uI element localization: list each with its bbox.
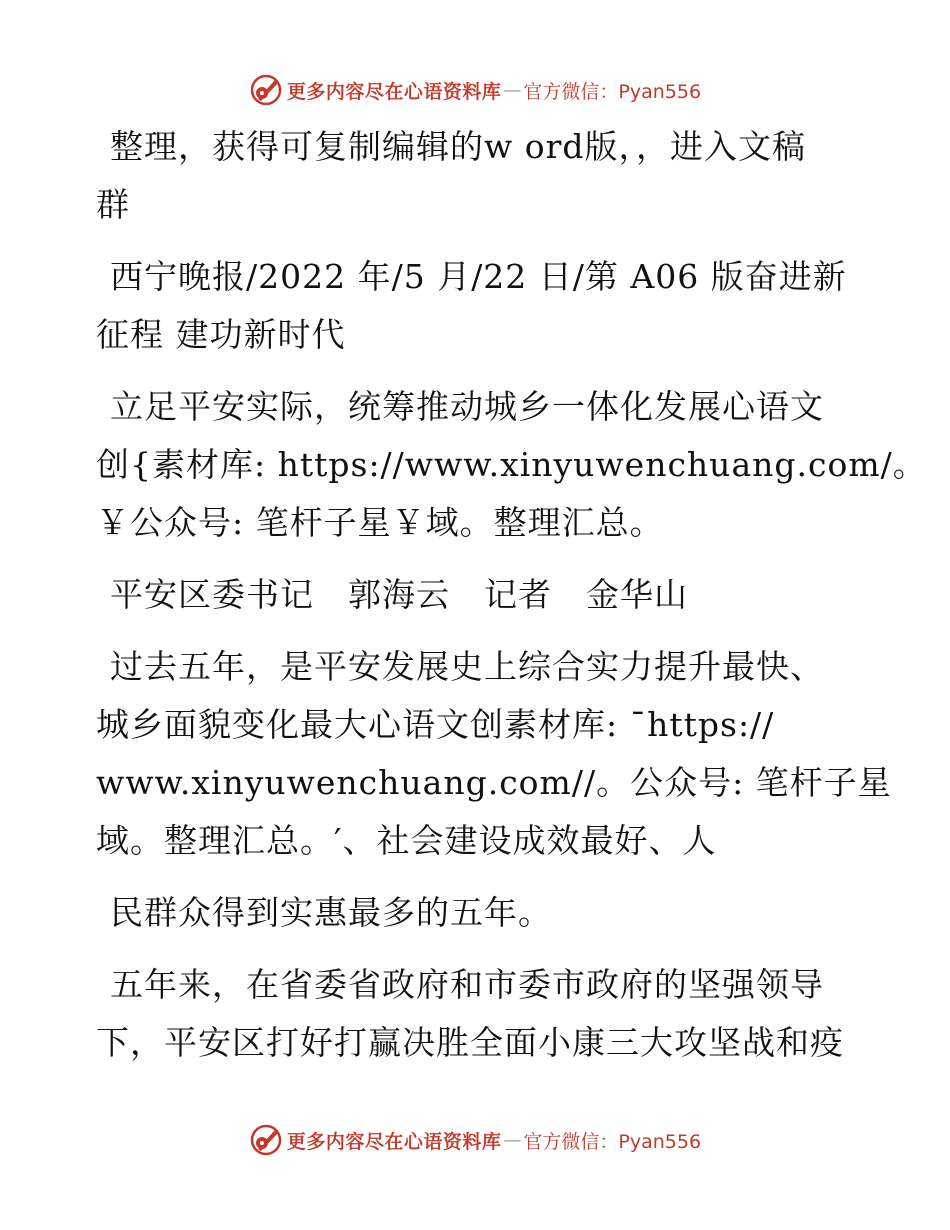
- paragraph-headline: [96, 378, 927, 552]
- text-line: ￥公众号: 笔杆子星￥域。整理汇总。: [96, 503, 664, 542]
- text-line: 征程 建功新时代: [96, 315, 346, 354]
- text-line: 过去五年，是平安发展史上综合实力提升最快、: [110, 647, 824, 686]
- text-line: 立足平安实际，统筹推动城乡一体化发展心语文: [110, 387, 824, 426]
- text-line: 城乡面貌变化最大心语文创素材库: ¯https://: [96, 705, 775, 744]
- footer-watermark: [0, 1120, 950, 1160]
- paragraph-byline: [96, 566, 856, 624]
- text-line: 域。整理汇总。′、社会建设成效最好、人: [96, 821, 717, 860]
- text-line: 群: [96, 185, 130, 224]
- watermark-dash: —: [503, 79, 522, 101]
- paragraph-source: [96, 248, 856, 364]
- watermark-brand-text: 更多内容尽在心语资料库: [286, 1130, 502, 1153]
- text-line: www.xinyuwenchuang.com//。公众号: 笔杆子星: [96, 763, 892, 802]
- text-line: 五年来，在省委省政府和市委市政府的坚强领导: [110, 965, 824, 1004]
- text-line: 下，平安区打好打赢决胜全面小康三大攻坚战和疫: [96, 1023, 844, 1062]
- text-line: 整理，获得可复制编辑的w ord版，，进入文稿: [110, 127, 807, 166]
- paragraph-intro: [96, 118, 856, 234]
- pen-logo-icon: [249, 1123, 283, 1157]
- watermark-brand-text: 更多内容尽在心语资料库: [286, 80, 502, 103]
- watermark-dash: —: [503, 1129, 522, 1151]
- header-watermark: [0, 70, 950, 110]
- watermark-wechat-text: 官方微信：Pyan556: [523, 1130, 702, 1153]
- paragraph-body-3: [96, 956, 856, 1072]
- text-line: 民群众得到实惠最多的五年。: [110, 893, 552, 932]
- paragraph-body-1: [96, 638, 892, 870]
- document-body: [96, 118, 927, 1086]
- pen-logo-icon: [249, 73, 283, 107]
- text-line: 创{素材库: https://www.xinyuwenchuang.com/。: [96, 445, 927, 484]
- text-line: 西宁晚报/2022 年/5 月/22 日/第 A06 版奋进新: [110, 257, 847, 296]
- paragraph-body-2: [96, 884, 856, 942]
- text-line: 平安区委书记 郭海云 记者 金华山: [110, 575, 688, 614]
- watermark-wechat-text: 官方微信：Pyan556: [523, 80, 702, 103]
